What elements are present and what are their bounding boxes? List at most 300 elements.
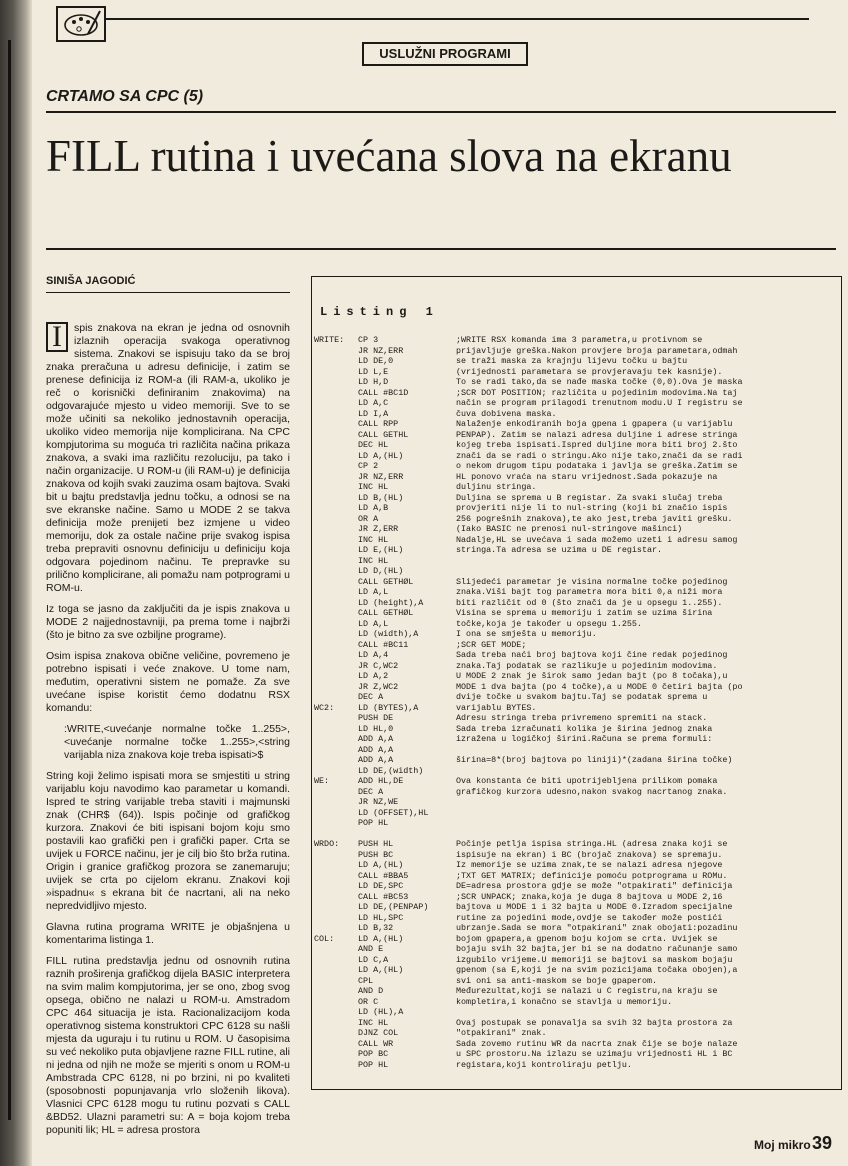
listing-comment: širina=8*(broj bajtova po liniji)*(zadana širina točke) [456, 755, 733, 765]
listing-comment: varijablu BYTES. [456, 702, 537, 713]
listing-line [314, 356, 839, 367]
listing-instruction: CALL GETHL [358, 429, 409, 440]
listing-label [314, 1060, 358, 1071]
listing-line [314, 766, 839, 777]
listing-comment: ubrzanje.Sada se mora "otpakirani" znak obojati:pozadinu [456, 923, 738, 933]
listing-comment: kompletira,i konačno se stavlja u memoriju. [456, 996, 673, 1007]
listing-label [314, 818, 358, 829]
listing-instruction: DJNZ COL [358, 1028, 399, 1038]
listing-line [314, 377, 839, 388]
listing-instruction: POP BC [358, 1049, 389, 1059]
listing-label [314, 608, 358, 619]
listing-comment: provjeriti nije li to nul-string (koji bi značio ispis [456, 503, 728, 513]
page-number: 39 [812, 1133, 833, 1153]
listing-label [314, 566, 358, 577]
listing-comment: biti različit od 0 (što znači da je u opsegu 1..255). [456, 597, 723, 608]
listing-comment: znaka.Taj podatak se razlikuje u pojedinim modovima. [456, 660, 718, 671]
listing-line [314, 892, 839, 903]
listing-instruction: CP 2 [358, 461, 379, 471]
listing-label [314, 535, 358, 546]
listing-line [314, 335, 839, 346]
listing-comment: "otpakirani" znak. [456, 1028, 547, 1038]
listing-comment: bajtova u MODE 1 i 32 bajta u MODE 0.Izradom specijalne [456, 902, 733, 912]
listing-line [314, 818, 839, 829]
listing-comment: svi oni sa anti-maskom se boje gpaperom. [456, 975, 658, 986]
listing-line [314, 409, 839, 420]
listing-line [314, 850, 839, 861]
listing-comment [456, 818, 839, 829]
listing-instruction: ADD A,A [358, 734, 394, 744]
listing-comment: kojeg treba ispisati.Ispred duljine mora biti broj 2.što [456, 440, 738, 450]
listing-label [314, 902, 358, 913]
listing-instruction: CALL #BC11 [358, 639, 409, 650]
listing-instruction: DEC A [358, 786, 384, 797]
listing-line [314, 755, 839, 766]
listing-label [314, 881, 358, 892]
listing-line [314, 986, 839, 997]
listing-line [314, 902, 839, 913]
listing-instruction: LD A,C [358, 398, 389, 408]
section-label: USLUŽNI PROGRAMI [362, 42, 528, 66]
listing-instruction: LD A,L [358, 618, 389, 629]
listing-line [314, 871, 839, 882]
listing-line [314, 440, 839, 451]
listing-line [314, 1007, 839, 1018]
listing-label [314, 682, 358, 693]
listing-comment: Duljina se sprema u B registar. Za svaki slučaj treba [456, 492, 723, 503]
listing-line [314, 724, 839, 735]
listing-comment: stringa.Ta adresa se uzima u DE registar. [456, 545, 663, 555]
listing-label [314, 1028, 358, 1039]
listing-line [314, 944, 839, 955]
listing-instruction: LD L,E [358, 366, 389, 377]
listing-comment: izražena u logičkoj širini.Računa se prema formuli: [456, 734, 713, 744]
listing-label [314, 346, 358, 357]
listing-line [314, 671, 839, 682]
listing-instruction: LD A,L [358, 587, 389, 597]
listing-comment [456, 808, 839, 819]
rule-under-series [46, 111, 836, 113]
listing-label [314, 944, 358, 955]
article-body [46, 322, 290, 1145]
listing-line [314, 535, 839, 546]
listing-instruction: JR Z,ERR [358, 524, 399, 534]
listing-line [314, 934, 839, 945]
listing-line [314, 577, 839, 588]
listing-label [314, 650, 358, 661]
listing-instruction: LD (HL),A [358, 1007, 404, 1017]
listing-label [314, 409, 358, 420]
listing-instruction: LD A,(HL) [358, 860, 404, 870]
listing-instruction: LD C,A [358, 954, 389, 965]
listing-instruction: OR C [358, 996, 379, 1007]
listing-line [314, 388, 839, 399]
palette-icon [56, 6, 106, 42]
listing-line [314, 787, 839, 798]
listing-instruction: LD A,(HL) [358, 450, 404, 461]
listing-comment: u SPC prostoru.Na izlazu se uzimaju vrijednosti HL i BC [456, 1049, 733, 1059]
listing-label [314, 556, 358, 567]
listing-comment: Iz memorije se uzima znak,te se nalazi adresa njegove [456, 860, 723, 870]
listing-instruction: LD DE,(PENPAP) [358, 902, 429, 912]
listing-instruction: PUSH BC [358, 849, 394, 860]
listing-label [314, 577, 358, 588]
listing-label [314, 787, 358, 798]
listing-comment [456, 829, 839, 840]
listing-line [314, 419, 839, 430]
listing-label [314, 808, 358, 819]
listing-instruction: LD HL,SPC [358, 912, 404, 923]
listing-comment: Sada treba naći broj bajtova koji čine redak pojedinog [456, 650, 728, 660]
listing-label [314, 377, 358, 388]
listing-label [314, 829, 358, 840]
listing-label: WRITE: [314, 335, 345, 345]
listing-instruction: INC HL [358, 482, 389, 492]
listing-comment: o nekom drugom tipu podataka i javlja se greška.Zatim se [456, 461, 738, 471]
listing-line [314, 1039, 839, 1050]
listing-comment: DE=adresa prostora gdje se može "otpakirati" definicija [456, 881, 733, 891]
listing-comment: čuva dobivena maska. [456, 408, 557, 419]
paragraph-3: Osim ispisa znakova obične veličine, povremeno je potrebno ispisati i veće znakove. U tome nam, međutim, operativni sistem ne pomaže. Za sve uvećane ispise koristit ćemo dodatnu RSX komandu: [46, 650, 290, 714]
listing-comment: bojom gpapera,a gpenom boju kojom se crta. Uvijek se [456, 933, 718, 944]
listing-instruction: LD I,A [358, 408, 389, 419]
listing-label [314, 745, 358, 756]
listing-instruction: LD E,(HL) [358, 545, 404, 555]
listing-comment: MODE 1 dva bajta (po 4 točke),a u MODE 0 četiri bajta (po [456, 681, 743, 692]
listing-comment: (vrijednosti parametara se provjeravaju tek kasnije). [456, 366, 723, 377]
listing-comment: dvije točke u svakom bajtu.Taj se podatak sprema u [456, 692, 708, 702]
listing-instruction: CALL #BC53 [358, 891, 409, 902]
listing-label [314, 671, 358, 682]
listing-label [314, 388, 358, 399]
listing-line [314, 661, 839, 672]
listing-comment: prijavljuje greška.Nakon provjere broja parametara,odmah [456, 345, 738, 356]
listing-comment [456, 566, 839, 577]
listing-label [314, 734, 358, 745]
listing-line [314, 451, 839, 462]
listing-line [314, 430, 839, 441]
listing-instruction: JR Z,WC2 [358, 681, 399, 692]
listing-comment: HL ponovo vraća na staru vrijednost.Sada pokazuje na [456, 471, 718, 482]
paragraph-4-command: :WRITE,<uvećanje normalne točke 1..255>,<uvećanje normalne točke 1..255>,<string varijabla niza znakova koje treba ispisati>$ [64, 723, 290, 761]
listing-line [314, 619, 839, 630]
listing-line [314, 965, 839, 976]
listing-label [314, 913, 358, 924]
listing-comment: se traži maska za krajnju lijevu točku u bajtu [456, 356, 688, 366]
listing-line [314, 808, 839, 819]
listing-label [314, 451, 358, 462]
listing-label [314, 850, 358, 861]
listing-label [314, 692, 358, 703]
listing-label [314, 514, 358, 525]
listing-instruction: JR NZ,ERR [358, 471, 404, 482]
listing-label [314, 661, 358, 672]
listing-label [314, 766, 358, 777]
listing-label [314, 860, 358, 871]
listing-line [314, 1060, 839, 1071]
listing-label [314, 419, 358, 430]
listing-line [314, 640, 839, 651]
listing-label [314, 976, 358, 987]
listing-line [314, 545, 839, 556]
header-rule [104, 18, 809, 20]
listing-comment: znači da se radi o stringu.Ako nije tako,znači da se radi [456, 450, 743, 461]
listing-line [314, 493, 839, 504]
listing-line [314, 745, 839, 756]
listing-comment: PENPAP). Zatim se nalazi adresa duljine i adrese stringa [456, 429, 738, 440]
listing-comment: Visina se sprema u memoriju i zatim se uzima širina [456, 608, 713, 618]
listing-instruction: LD (BYTES),A [358, 702, 419, 713]
listing-label: WE: [314, 776, 330, 786]
listing-comment: registara,koji kontroliraju petlju. [456, 1059, 632, 1070]
listing-label [314, 1007, 358, 1018]
listing-instruction: INC HL [358, 555, 389, 566]
listing-instruction: LD DE,(width) [358, 765, 424, 776]
listing-instruction: JR NZ,WE [358, 797, 399, 807]
listing-label [314, 619, 358, 630]
drop-cap: I [46, 322, 68, 352]
magazine-name: Moj mikro [754, 1138, 811, 1152]
listing-instruction: LD D,(HL) [358, 566, 404, 576]
listing-comment: izgubilo vrijeme.U memoriji se bajtovi sa maskom bojaju [456, 954, 733, 965]
listing-comment: znaka.Viši bajt tog parametra mora biti 0,a niži mora [456, 587, 723, 597]
listing-comment: ;SCR DOT POSITION; različita u pojedinim modovima.Na taj [456, 387, 738, 398]
listing-instruction: JR NZ,ERR [358, 345, 404, 356]
listing-line [314, 682, 839, 693]
listing-comment [456, 745, 839, 756]
listing-instruction: ADD HL,DE [358, 776, 404, 786]
listing-line [314, 461, 839, 472]
listing-instruction: AND E [358, 944, 384, 954]
listing-line [314, 703, 839, 714]
listing-instruction [358, 829, 456, 840]
listing-instruction: OR A [358, 513, 379, 524]
listing-label [314, 440, 358, 451]
listing-label [314, 398, 358, 409]
listing-line [314, 829, 839, 840]
listing-instruction: LD DE,SPC [358, 881, 404, 891]
listing-line [314, 608, 839, 619]
listing-comment: U MODE 2 znak je širok samo jedan bajt (po 8 točaka),u [456, 671, 728, 681]
listing-label [314, 1018, 358, 1029]
listing-instruction: INC HL [358, 1017, 389, 1028]
listing-label: WC2: [314, 702, 335, 713]
listing-line [314, 524, 839, 535]
listing-comment: Međurezultat,koji se nalazi u C registru,na kraju se [456, 986, 718, 996]
listing-label [314, 997, 358, 1008]
listing-line [314, 776, 839, 787]
listing-title: Listing 1 [320, 305, 439, 319]
listing-instruction: LD HL,0 [358, 723, 394, 734]
listing-instruction: LD B,(HL) [358, 492, 404, 503]
listing-instruction: CALL GETHØL [358, 576, 414, 587]
listing-label [314, 472, 358, 483]
listing-comment: Sada treba izračunati kolika je širina jednog znaka [456, 723, 713, 734]
listing-instruction: CPL [358, 975, 374, 986]
rule-under-author [46, 292, 290, 293]
listing-box [311, 276, 842, 1090]
listing-code [314, 335, 839, 1070]
listing-comment: I ona se smješta u memoriju. [456, 629, 597, 639]
listing-comment: Nalaženje enkodiranih boja gpena i gpapera (u varijablu [456, 419, 733, 429]
listing-instruction: LD (width),A [358, 629, 419, 639]
listing-label [314, 587, 358, 598]
listing-instruction: CALL WR [358, 1038, 394, 1049]
listing-comment: (Iako BASIC ne prenosi nul-stringove mašinci) [456, 524, 683, 534]
listing-comment [456, 797, 839, 808]
listing-comment [456, 556, 839, 567]
listing-comment: Ovaj postupak se ponavalja sa svih 32 bajta prostora za [456, 1017, 733, 1028]
listing-comment: rutine za pojedini mode,ovdje se također može postići [456, 912, 723, 923]
listing-line [314, 881, 839, 892]
listing-label [314, 955, 358, 966]
listing-instruction: PUSH DE [358, 713, 394, 723]
listing-comment: Ova konstanta će biti upotrijebljena prilikom pomaka [456, 776, 718, 786]
paragraph-7: FILL rutina predstavlja jednu od osnovnih rutina raznih proširenja grafičkog dijela BASIC interpretera na svim malim kompjutorima, jer se ono, zbog svog opsega, obično ne nalazi u ROM-u. Amstradom CPC 464 situacija je ista. Racionalizacijom koda operativnog sistema konstruktori CPC 6128 su našli mjesta da uguraju i tu rutinu u ROM. U časopisima su već nekoliko puta objavljene razne FILL rutine, ali ni jedna od njih ne može se mjeriti s onom u ROM-u Ambstrada CPC 6128, ni po brzini, ni po kvaliteti (sposobnosti popunjavanja vrlo složenih likova). Vlasnici CPC 6128 mogu tu rutinu pozvati s CALL &BD52. Ulazni parametri su: A = boja kojom treba popuniti lik; HL = adresa prostora [46, 955, 290, 1136]
listing-line [314, 797, 839, 808]
listing-line [314, 1018, 839, 1029]
listing-label [314, 871, 358, 882]
listing-line [314, 692, 839, 703]
listing-comment: ;SCR UNPACK; znaka,koja je duga 8 bajtova u MODE 2,16 [456, 891, 723, 902]
listing-instruction: INC HL [358, 534, 389, 545]
page-binding-edge [0, 0, 32, 1166]
listing-instruction: DEC HL [358, 440, 389, 450]
listing-instruction: CALL #BC1D [358, 387, 409, 398]
listing-instruction: LD A,(HL) [358, 965, 404, 975]
listing-label [314, 1039, 358, 1050]
listing-comment: način se program prilagodi trenutnom modu.U I registru se [456, 398, 743, 408]
listing-instruction: POP HL [358, 818, 389, 828]
listing-label [314, 923, 358, 934]
listing-label [314, 724, 358, 735]
paragraph-6: Glavna rutina programa WRITE je objašnjena u komentarima listinga 1. [46, 921, 290, 946]
listing-line [314, 346, 839, 357]
listing-label [314, 430, 358, 441]
listing-line [314, 650, 839, 661]
paragraph-5: String koji želimo ispisati mora se smjestiti u string varijablu koju navodimo kao parametar u komandi. Ispred te string varijable treba staviti i majmunski znak (CHR$ (64)). Ispis počinje od grafičkog kurzora. Znakovi će biti ispisani bojom koju smo postavili kao grafički pen i grafički paper. Crta se uvijek u FORCE načinu, jer je cilj bio što brža rutina. Origin i granice grafičkog prozora se zanemaruju; uvijek se crta po cijelom ekranu. Znakovi koji »ispadnu« s ekrana bit će nacrtani, ali na neko nepredvidljivo mjesto. [46, 770, 290, 912]
listing-line [314, 398, 839, 409]
listing-line [314, 955, 839, 966]
listing-label [314, 461, 358, 472]
listing-comment: grafičkog kurzora udesno,nakon svakog nacrtanog znaka. [456, 786, 728, 797]
listing-label [314, 755, 358, 766]
article-title: FILL rutina i uvećana slova na ekranu [46, 131, 732, 181]
listing-line [314, 629, 839, 640]
listing-comment: 256 pogrešnih znakova),te ako jest,treba javiti grešku. [456, 513, 733, 524]
listing-line [314, 503, 839, 514]
paragraph-1 [46, 322, 290, 595]
listing-comment: duljinu stringa. [456, 482, 537, 492]
listing-label [314, 493, 358, 504]
listing-label [314, 503, 358, 514]
paragraph-2: Iz toga se jasno da zaključiti da je ispis znakova u MODE 2 najjednostavniji, pa prema tome i najbrži (što je bitno za sve ozbiljne programe). [46, 603, 290, 641]
listing-instruction: ADD A,A [358, 755, 394, 765]
listing-label [314, 482, 358, 493]
listing-comment [456, 1007, 839, 1018]
listing-line [314, 923, 839, 934]
listing-label [314, 713, 358, 724]
listing-comment: bojaju svih 32 bajta,jer bi se na dodatno računanje samo [456, 944, 738, 954]
listing-comment: točke,koja je također u opsegu 1.255. [456, 618, 642, 629]
listing-comment: Slijedeći parametar je visina normalne točke pojedinog [456, 576, 728, 587]
listing-label [314, 356, 358, 367]
listing-line [314, 976, 839, 987]
listing-instruction: CALL GETHØL [358, 608, 414, 618]
listing-comment: ;TXT GET MATRIX; definicije pomoću potprograma u ROMu. [456, 870, 728, 881]
listing-instruction: PUSH HL [358, 839, 394, 849]
listing-instruction: CALL RPP [358, 419, 399, 429]
binding-shadow-line [8, 40, 11, 1120]
listing-line [314, 713, 839, 724]
listing-line [314, 913, 839, 924]
listing-comment [456, 766, 839, 777]
listing-instruction: JR C,WC2 [358, 660, 399, 671]
listing-line [314, 482, 839, 493]
listing-label [314, 598, 358, 609]
listing-line [314, 860, 839, 871]
listing-comment: Adresu stringa treba privremeno spremiti na stack. [456, 713, 708, 723]
rule-under-title [46, 248, 836, 250]
listing-line [314, 839, 839, 850]
listing-instruction: LD A,(HL) [358, 933, 404, 944]
listing-instruction: LD DE,0 [358, 356, 394, 366]
listing-label [314, 629, 358, 640]
listing-label [314, 545, 358, 556]
listing-line [314, 514, 839, 525]
listing-line [314, 1049, 839, 1060]
listing-instruction: LD A,4 [358, 650, 389, 660]
listing-label [314, 367, 358, 378]
listing-instruction: LD H,D [358, 377, 389, 387]
listing-instruction: LD B,32 [358, 923, 394, 933]
listing-label [314, 965, 358, 976]
listing-comment: Počinje petlja ispisa stringa.HL (adresa znaka koji se [456, 839, 728, 849]
listing-comment: Nadalje,HL se uvećava i sada možemo uzeti i adresu samog [456, 534, 738, 545]
listing-comment: To se radi tako,da se nađe maska točke (0,0).Ova je maska [456, 377, 743, 387]
listing-instruction: CALL #BBA5 [358, 870, 409, 881]
listing-line [314, 1028, 839, 1039]
listing-instruction: AND D [358, 986, 384, 996]
series-title: CRTAMO SA CPC (5) [46, 88, 204, 105]
listing-label [314, 1049, 358, 1060]
listing-instruction: LD (OFFSET),HL [358, 807, 429, 818]
listing-instruction: POP HL [358, 1059, 389, 1070]
listing-label: COL: [314, 933, 335, 944]
listing-comment: ;SCR GET MODE; [456, 639, 527, 650]
listing-label [314, 640, 358, 651]
listing-line [314, 734, 839, 745]
listing-line [314, 598, 839, 609]
listing-comment: ispisuje na ekran) i BC (brojač znakova) se spremaju. [456, 849, 723, 860]
listing-line [314, 566, 839, 577]
listing-comment: gpenom (sa E,koji je na svim pozicijama točaka obojen),a [456, 965, 738, 975]
listing-label [314, 986, 358, 997]
listing-line [314, 997, 839, 1008]
listing-line [314, 587, 839, 598]
listing-line [314, 556, 839, 567]
listing-label [314, 524, 358, 535]
listing-instruction: CP 3 [358, 335, 379, 345]
listing-comment: ;WRITE RSX komanda ima 3 parametra,u protivnom se [456, 335, 703, 345]
listing-line [314, 367, 839, 378]
listing-label [314, 797, 358, 808]
paragraph-1-text: spis znakova na ekran je jedna od osnovnih izlaznih operacija svakoga operativnog sistema. Znakovi se ispisuju tako da se broj znaka preračuna u adresu definicije, i zatim se prenese definicija iz ROM-a (ili RAM-a, ukoliko je reč o korisnički definiranim znakovima) na odgovarajuće mjesto u video memoriji. Sve to se može učiniti sa nekoliko jednostavnih operacija, ukoliko video memorija nije komplicirana. Na CPC kompjutorima su moguća tri različita načina prikaza znakova, a svaki ima različitu rezoluciju, pa tako i način organizacije. U ROM-u (ili RAM-u) je definicija znakova od kojih svaki zauzima osam bajtova. Svaki bit u bajtu predstavlja jednu točku, a odnosi se na sve ekranske načine. Samo u MODE 2 se takva definicija može prenijeti bez izmjene u video memoriju, dok za ostale načine prije svakog ispisa treba prepraviti osnovnu definiciju u definiciju koja odgovara pojedinom načinu. Te prepravke su prilično komplicirane, ali pomažu nam potprogrami u ROM-u. [46, 322, 290, 594]
listing-instruction: DEC A [358, 692, 384, 702]
listing-label [314, 892, 358, 903]
listing-instruction: LD A,B [358, 503, 389, 513]
listing-instruction: ADD A,A [358, 744, 394, 755]
